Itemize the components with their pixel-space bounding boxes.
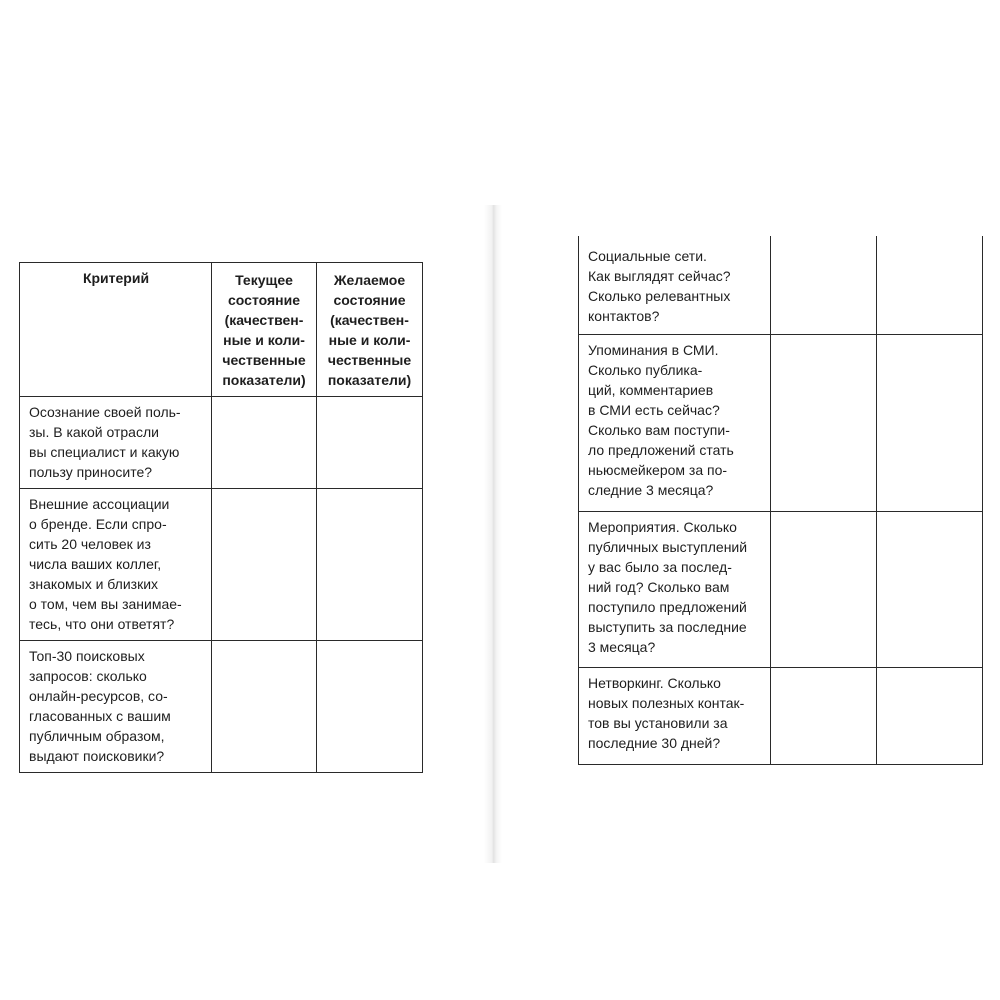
header-criterion-label: Критерий	[82, 270, 150, 286]
header-current-label: Текущее состояние (качествен- ные и коли- чественные показатели)	[222, 272, 306, 388]
current-state-cell[interactable]	[771, 667, 877, 764]
desired-state-cell[interactable]	[877, 236, 983, 334]
desired-state-cell[interactable]	[317, 489, 423, 641]
header-desired-label: Желаемое состояние (качествен- ные и коли- чественные показатели)	[327, 272, 412, 388]
desired-state-cell[interactable]	[317, 641, 423, 773]
criterion-cell	[579, 334, 771, 511]
current-state-cell[interactable]	[771, 334, 877, 511]
right-page-table	[578, 236, 983, 765]
header-desired-state	[317, 263, 423, 397]
criterion-cell	[20, 397, 212, 489]
criterion-text: Осознание своей поль- зы. В какой отрасли вы специалист и какую пользу приносите?	[29, 404, 181, 480]
current-state-cell[interactable]	[212, 641, 317, 773]
criterion-cell	[579, 511, 771, 667]
table-row	[20, 397, 423, 489]
criterion-text: Упоминания в СМИ. Сколько публика- ций, комментариев в СМИ есть сейчас? Сколько вам поступи- ло предложений стать ньюсмейкером за по- следние 3 месяца?	[588, 341, 734, 498]
table-row	[20, 489, 423, 641]
criterion-text: Топ-30 поисковых запросов: сколько онлайн-ресурсов, со- гласованных с вашим публичным образом, выдают поисковики?	[29, 648, 171, 764]
criterion-cell	[579, 667, 771, 764]
header-current-state	[212, 263, 317, 397]
current-state-cell[interactable]	[212, 397, 317, 489]
current-state-cell[interactable]	[771, 511, 877, 667]
table-row	[20, 641, 423, 773]
table-row	[579, 334, 983, 511]
left-page-table	[19, 262, 423, 773]
desired-state-cell[interactable]	[317, 397, 423, 489]
criterion-text: Внешние ассоциации о бренде. Если спро- сить 20 человек из числа ваших коллег, знакомых и близких о том, чем вы занимае- тесь, что они ответят?	[29, 496, 182, 632]
criterion-cell	[20, 489, 212, 641]
header-row	[20, 263, 423, 397]
criterion-text: Мероприятия. Сколько публичных выступлений у вас было за послед- ний год? Сколько вам поступило предложений выступить за последние 3 месяца?	[588, 518, 748, 655]
header-criterion	[20, 263, 212, 397]
table-row	[579, 511, 983, 667]
desired-state-cell[interactable]	[877, 334, 983, 511]
book-spine-shadow	[484, 205, 502, 863]
table-row	[579, 236, 983, 334]
criterion-cell	[579, 236, 771, 334]
current-state-cell[interactable]	[771, 236, 877, 334]
table-row	[579, 667, 983, 764]
criterion-text: Социальные сети. Как выглядят сейчас? Сколько релевантных контактов?	[588, 248, 731, 324]
criterion-cell	[20, 641, 212, 773]
current-state-cell[interactable]	[212, 489, 317, 641]
criterion-text: Нетворкинг. Сколько новых полезных контак- тов вы установили за последние 30 дней?	[588, 674, 745, 751]
desired-state-cell[interactable]	[877, 667, 983, 764]
desired-state-cell[interactable]	[877, 511, 983, 667]
